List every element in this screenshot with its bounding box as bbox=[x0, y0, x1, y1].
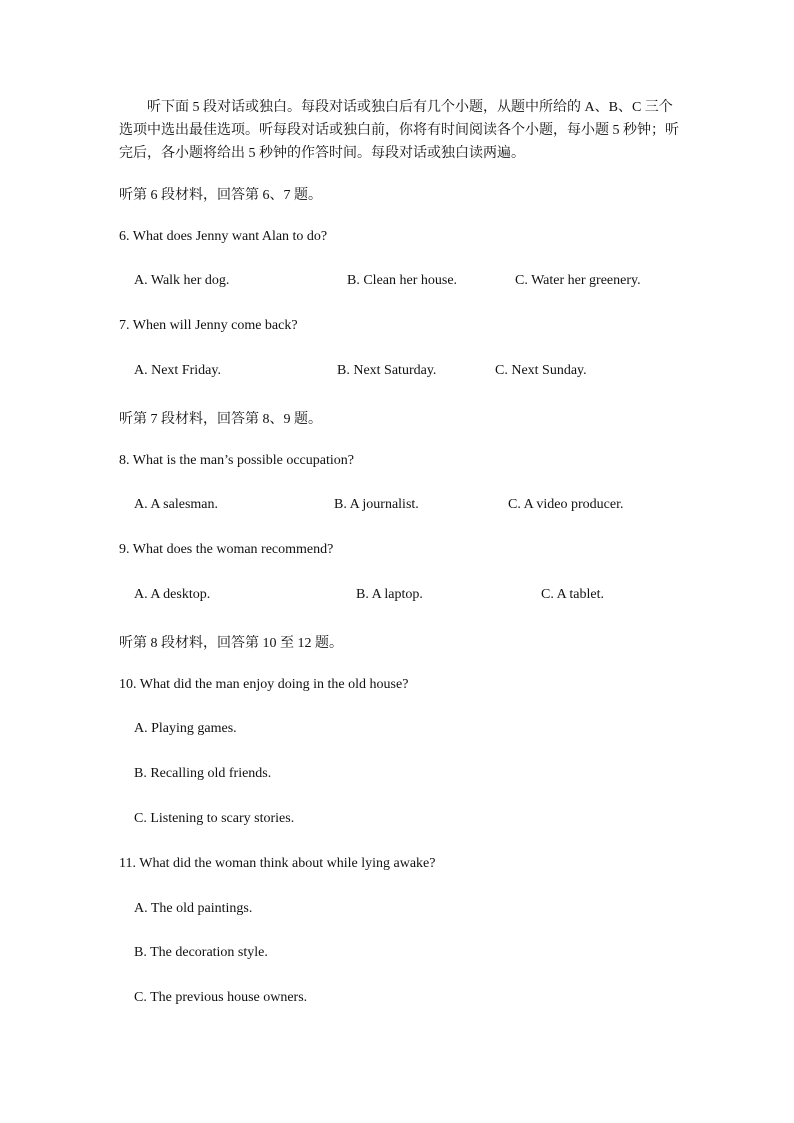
q8-option-a: A. A salesman. bbox=[134, 497, 218, 512]
section-8-heading: 听第 8 段材料，回答第 10 至 12 题。 bbox=[119, 636, 343, 651]
q6-option-b: B. Clean her house. bbox=[347, 273, 458, 288]
q7-option-c: C. Next Sunday. bbox=[495, 363, 587, 378]
question-6: 6. What does Jenny want Alan to do? bbox=[119, 229, 328, 244]
section-6-heading: 听第 6 段材料，回答第 6、7 题。 bbox=[119, 188, 322, 203]
q6-option-a: A. Walk her dog. bbox=[134, 273, 230, 288]
instructions-text: 听下面 5 段对话或独白。每段对话或独白后有几个小题，从题中所给的 A、B、C 三个选项中选出最佳选项。听每段对话或独白前，你将有时间阅读各个小题，每小题 5 秒钟；听完后，各小题将给出 5 秒钟的作答时间。每段对话或独白读两遍。 bbox=[119, 100, 679, 161]
question-7: 7. When will Jenny come back? bbox=[119, 318, 298, 333]
q11-option-c: C. The previous house owners. bbox=[134, 990, 308, 1005]
q10-option-c: C. Listening to scary stories. bbox=[134, 811, 295, 826]
q7-option-b: B. Next Saturday. bbox=[337, 363, 437, 378]
section-7-heading: 听第 7 段材料，回答第 8、9 题。 bbox=[119, 412, 322, 427]
q11-option-a: A. The old paintings. bbox=[134, 901, 253, 916]
question-9: 9. What does the woman recommend? bbox=[119, 542, 334, 557]
q7-option-a: A. Next Friday. bbox=[134, 363, 221, 378]
q8-option-b: B. A journalist. bbox=[334, 497, 419, 512]
question-11: 11. What did the woman think about while lying awake? bbox=[119, 856, 436, 871]
q9-option-c: C. A tablet. bbox=[541, 587, 604, 602]
q9-option-b: B. A laptop. bbox=[356, 587, 423, 602]
q11-option-b: B. The decoration style. bbox=[134, 945, 268, 960]
q6-option-c: C. Water her greenery. bbox=[515, 273, 641, 288]
instructions-paragraph bbox=[119, 96, 679, 165]
q8-option-c: C. A video producer. bbox=[508, 497, 624, 512]
q10-option-a: A. Playing games. bbox=[134, 721, 237, 736]
question-10: 10. What did the man enjoy doing in the old house? bbox=[119, 677, 409, 692]
q10-option-b: B. Recalling old friends. bbox=[134, 766, 272, 781]
q9-option-a: A. A desktop. bbox=[134, 587, 211, 602]
question-8: 8. What is the man’s possible occupation? bbox=[119, 453, 354, 468]
